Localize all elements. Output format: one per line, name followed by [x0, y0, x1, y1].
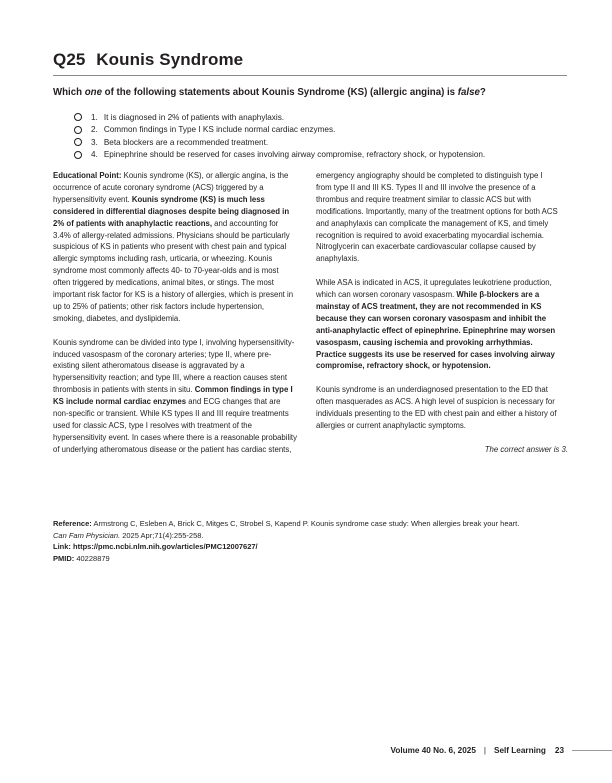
radio-circle-icon[interactable]: [74, 126, 82, 134]
answer-option-2[interactable]: 2. Common findings in Type I KS include normal cardiac enzymes.: [74, 124, 485, 137]
page-footer: [390, 744, 612, 756]
radio-circle-icon[interactable]: [74, 138, 82, 146]
reference-line: Reference: Armstrong C, Esleben A, Brick C, Mitges C, Strobel S, Kapend P. Kounis syndrome case study: When allergies break your heart.: [53, 519, 520, 528]
explanation-column-left: [53, 170, 297, 468]
question-topic: Kounis Syndrome: [96, 50, 244, 69]
references: [53, 518, 567, 565]
footer-volume: Volume 40 No. 6, 2025: [390, 745, 476, 755]
educational-point-paragraph: Educational Point: Kounis syndrome (KS), or allergic angina, is the occurrence of acute coronary syndrome (ACS) triggered by a hypersensitivity event. Kounis syndrome (KS) is much less considered in differential diagnoses despite being diagnosed in 2% of patients with anaphylactic reactions, and accounting for 3.4% of allergy-related admissions. Physicians should be particularly suspicious of KS in patients who present with chest pain and typical allergic symptoms including rash, urticaria, or wheezing. Kounis syndrome most commonly affects 40- to 70-year-olds and is most often triggered by medications, animal bites, or stings. The most important risk factor for KS is a history of allergies, which is present in up to 25% of patients; other risk factors include hypertension, smoking, diabetes, and dyslipidemia.: [53, 171, 294, 323]
answer-option-1[interactable]: 1. It is diagnosed in 2% of patients with anaphylaxis.: [74, 111, 485, 124]
explanation-column-right: [316, 170, 568, 456]
question-title: [53, 50, 243, 70]
correct-answer: The correct answer is 3.: [484, 444, 568, 454]
footer-rule: [572, 750, 612, 751]
answer-options: [74, 111, 485, 161]
link-line[interactable]: Link: https://pmc.ncbi.nlm.nih.gov/articles/PMC12007627/: [53, 542, 258, 552]
footer-separator: |: [483, 745, 487, 755]
pmid-line: PMID: 40228879: [53, 554, 110, 564]
journal-line: Can Fam Physician. 2025 Apr;71(4):255-258.: [53, 530, 204, 540]
treatment-paragraph: While ASA is indicated in ACS, it upregulates leukotriene production, which can worsen coronary vasospasm. While β-blockers are a mainstay of ACS treatment, they are not recommended in KS because they can worsen coronary vasospasm and inhibit the anti-anaphylactic effect of epinephrine. Epinephrine may worsen vasospasm, causing ischemia and provoking arrhythmias. Practice suggests its use be reserved for cases involving airway compromise, refractory shock, or hypotension.: [316, 278, 556, 371]
angiography-paragraph: emergency angiography should be completed to distinguish type I from type II and III KS. Types II and III involve the presence of a thrombus and require treatment similar to classic ACS but with modifications. Importantly, many of the treatment options for both ACS and anaphylaxis can complicate the management of KS, and timely recognition is required to avoid exacerbating myocardial ischemia. Nitroglycerin can exacerbate cardiovascular collapse caused by anaphylaxis.: [316, 171, 558, 264]
ks-types-paragraph: Kounis syndrome can be divided into type I, involving hypersensitivity-induced vasospasm of the coronary arteries; type II, where pre-existing silent atheromatous disease is aggravated by a hypersensitivity reaction; and type III, where a reaction causes stent thrombosis in patients with stents in situ. Common findings in type I KS include normal cardiac enzymes and ECG changes that are non-specific or transient. While KS types II and III require treatments used for classic ACS, type I resolves with treatment of the hypersensitivity event. In cases where there is a reasonable probability of underlying atheromatous disease or the patient has cardiac stents,: [53, 337, 297, 454]
radio-circle-icon[interactable]: [74, 113, 82, 121]
summary-paragraph: Kounis syndrome is an underdiagnosed presentation to the ED that often masquerades as ACS. A high level of suspicion is necessary for individuals presenting to the ED with chest pain and either a history of allergies or current anaphylactic symptoms.: [316, 385, 557, 430]
radio-circle-icon[interactable]: [74, 151, 82, 159]
answer-option-3[interactable]: 3. Beta blockers are a recommended treatment.: [74, 136, 485, 149]
answer-option-4[interactable]: 4. Epinephrine should be reserved for cases involving airway compromise, refractory shock, or hypotension.: [74, 149, 485, 162]
page-number: 23: [554, 745, 564, 755]
question-stem: Which one of the following statements about Kounis Syndrome (KS) (allergic angina) is false?: [53, 87, 486, 98]
question-number: Q25: [53, 50, 86, 69]
footer-section: Self Learning: [494, 745, 546, 755]
title-divider: [53, 75, 567, 76]
